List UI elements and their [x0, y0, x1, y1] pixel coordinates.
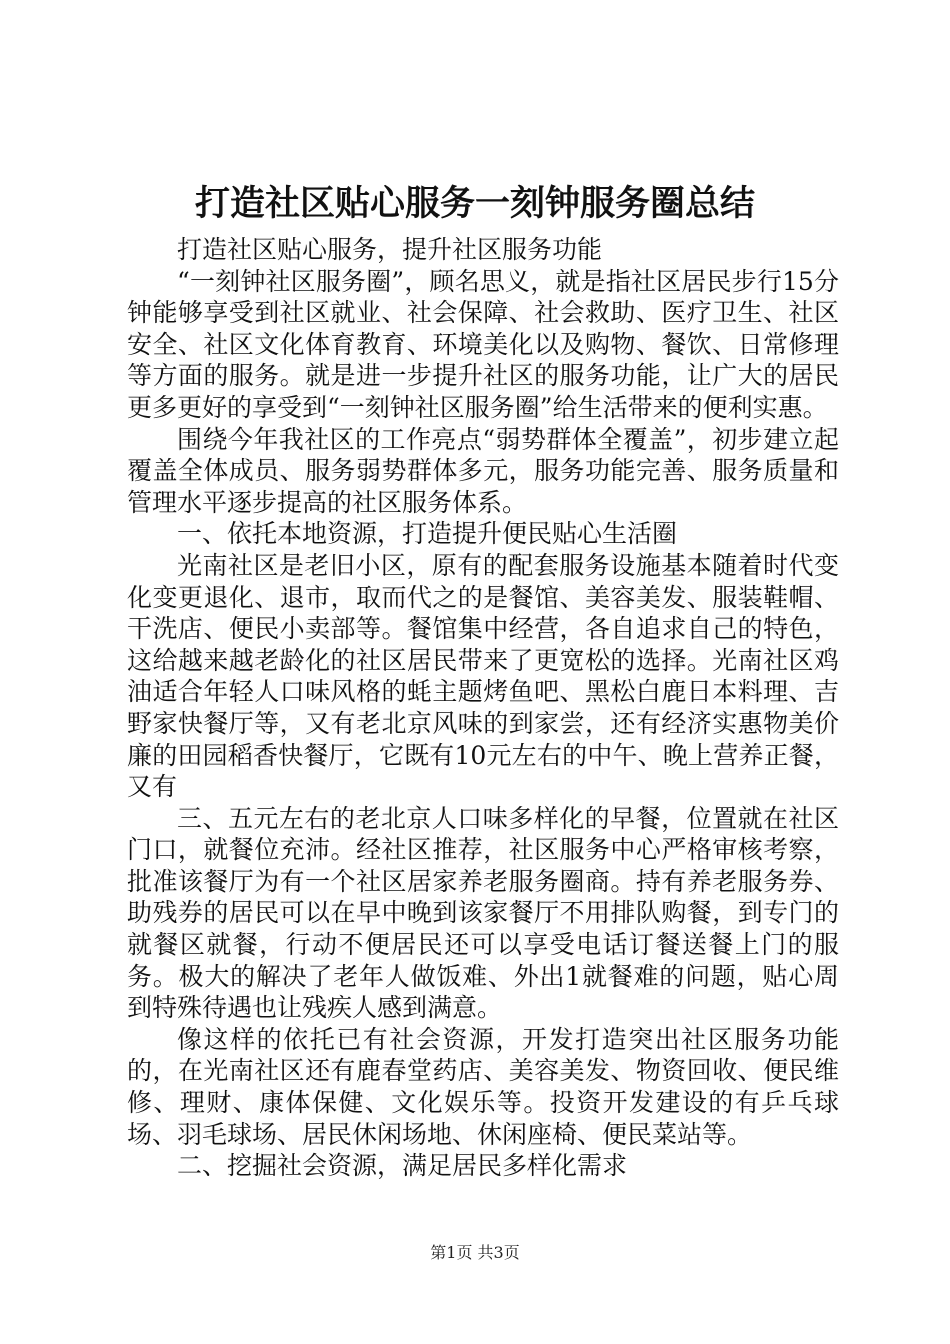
paragraph-intro-heading: 打造社区贴心服务，提升社区服务功能 — [177, 235, 603, 264]
document-title: 打造社区贴心服务一刻钟服务圈总结 — [194, 183, 755, 224]
paragraph-breakfast-service: 三、五元左右的老北京人口味多样化的早餐，位置就在社区门口，就餐位充沛。经社区推荐，社区服务中心严格审核考察，批准该餐厅为有一个社区居家养老服务圈商。持有养老服务券、助残券的居民可以在早中晚到该家餐厅不用排队购餐，到专门的就餐区就餐，行动不便居民还可以享受电话订餐送餐上门的服务。极大的解决了老年人做饭难、外出1就餐难的问题，贴心周到特殊待遇也让残疾人感到满意。 — [127, 803, 839, 1023]
paragraph-guangnan-community: 光南社区是老旧小区，原有的配套服务设施基本随着时代变化变更退化、退市，取而代之的是餐馆、美容美发、服装鞋帽、干洗店、便民小卖部等。餐馆集中经营，各自追求自己的特色，这给越来越老龄化的社区居民带来了更宽松的选择。光南社区鸡油适合年轻人口味风格的蚝主题烤鱼吧、黑松白鹿日本料理、吉野家快餐厅等，又有老北京风味的到家尝，还有经济实惠物美价廉的田园稻香快餐厅，它既有10元左右的中午、晚上营养正餐，又有 — [127, 550, 839, 802]
document-body — [127, 234, 839, 1182]
page-number-footer: 第1页 共3页 — [430, 1243, 520, 1262]
paragraph-other-resources: 像这样的依托已有社会资源，开发打造突出社区服务功能的，在光南社区还有鹿春堂药店、美容美发、物资回收、便民维修、理财、康体保健、文化娱乐等。投资开发建设的有乒乓球场、羽毛球场、居民休闲场地、休闲座椅、便民菜站等。 — [127, 1024, 839, 1149]
section-heading-two: 二、挖掘社会资源，满足居民多样化需求 — [177, 1151, 628, 1181]
paragraph-definition: “一刻钟社区服务圈”，顾名思义，就是指社区居民步行15分钟能够享受到社区就业、社会保障、社会救助、医疗卫生、社区安全、社区文化体育教育、环境美化以及购物、餐饮、日常修理等方面的服务。就是进一步提升社区的服务功能，让广大的居民更多更好的享受到“一刻钟社区服务圈”给生活带来的便利实惠。 — [127, 266, 839, 422]
paragraph-highlight: 围绕今年我社区的工作亮点“弱势群体全覆盖”，初步建立起覆盖全体成员、服务弱势群体多元，服务功能完善、服务质量和管理水平逐步提高的社区服务体系。 — [127, 424, 839, 517]
section-heading-one: 一、依托本地资源，打造提升便民贴心生活圈 — [177, 519, 678, 549]
